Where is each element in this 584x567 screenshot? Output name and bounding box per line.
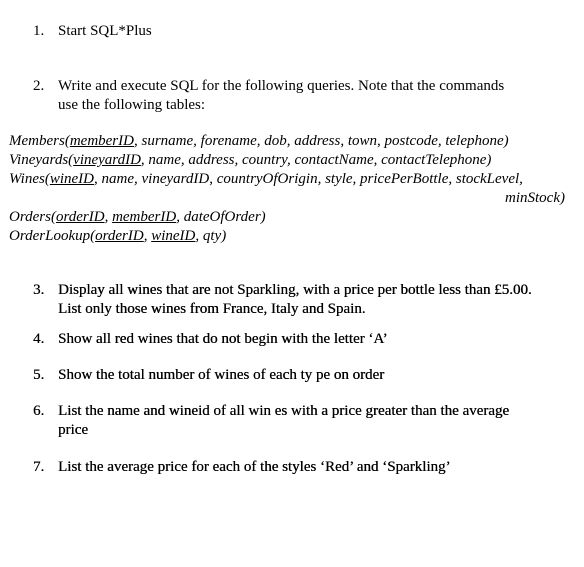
table-name: Orders(	[9, 209, 56, 225]
table-name: Wines(	[9, 171, 50, 187]
table-name: Vineyards(	[9, 152, 74, 168]
query-text: List the average price for each of the styles ‘Red’ and ‘Sparkling’	[58, 459, 451, 475]
query-text-line: List the name and wineid of all win es with a price greater than the average	[58, 403, 510, 419]
schema-orderlookup	[9, 227, 565, 246]
query-number: 6.	[33, 403, 45, 419]
schema-wines-continued: minStock)	[505, 190, 565, 206]
query-number: 4.	[33, 331, 45, 347]
query-text-line: Display all wines that are not Sparkling, with a price per bottle less than £5.00.	[58, 282, 532, 298]
schema-members	[9, 132, 565, 151]
primary-key: orderID	[55, 209, 105, 225]
query-text-line: List only those wines from France, Italy and Spain.	[58, 301, 366, 317]
primary-key: memberID	[69, 133, 134, 149]
step-number: 2.	[33, 78, 45, 94]
schema-wines	[9, 170, 565, 189]
query-number: 5.	[33, 367, 45, 383]
query-text	[58, 402, 568, 440]
table-name: Members(	[9, 133, 70, 149]
table-name: OrderLookup(	[9, 228, 96, 244]
schema-vineyards	[9, 151, 565, 170]
table-columns: , dateOfOrder)	[176, 209, 266, 225]
table-columns: , qty)	[195, 228, 227, 244]
query-number: 3.	[33, 282, 45, 298]
table-columns: , surname, forename, dob, address, town, postcode, telephone)	[133, 133, 509, 149]
query-text: Show the total number of wines of each ty pe on order	[58, 367, 385, 383]
step-text	[58, 77, 568, 115]
table-columns: , name, vineyardID, countryOfOrigin, style, pricePerBottle, stockLevel,	[94, 171, 523, 187]
schema-orders	[9, 208, 565, 227]
step-text: Start SQL*Plus	[58, 23, 152, 39]
step-text-line: use the following tables:	[58, 97, 206, 113]
step-text-line: Write and execute SQL for the following queries. Note that the commands	[58, 78, 505, 94]
query-text	[58, 281, 568, 319]
primary-key: wineID	[49, 171, 94, 187]
primary-key: wineID	[151, 228, 196, 244]
primary-key: memberID	[112, 209, 177, 225]
query-number: 7.	[33, 459, 45, 475]
key-separator: ,	[143, 228, 152, 244]
primary-key: orderID	[95, 228, 144, 244]
primary-key: vineyardID	[73, 152, 141, 168]
key-separator: ,	[104, 209, 113, 225]
query-text-line: price	[58, 422, 88, 438]
table-schema	[9, 132, 565, 246]
step-number: 1.	[33, 23, 45, 39]
query-text: Show all red wines that do not begin with the letter ‘A’	[58, 331, 388, 347]
table-columns: , name, address, country, contactName, contactTelephone)	[140, 152, 492, 168]
